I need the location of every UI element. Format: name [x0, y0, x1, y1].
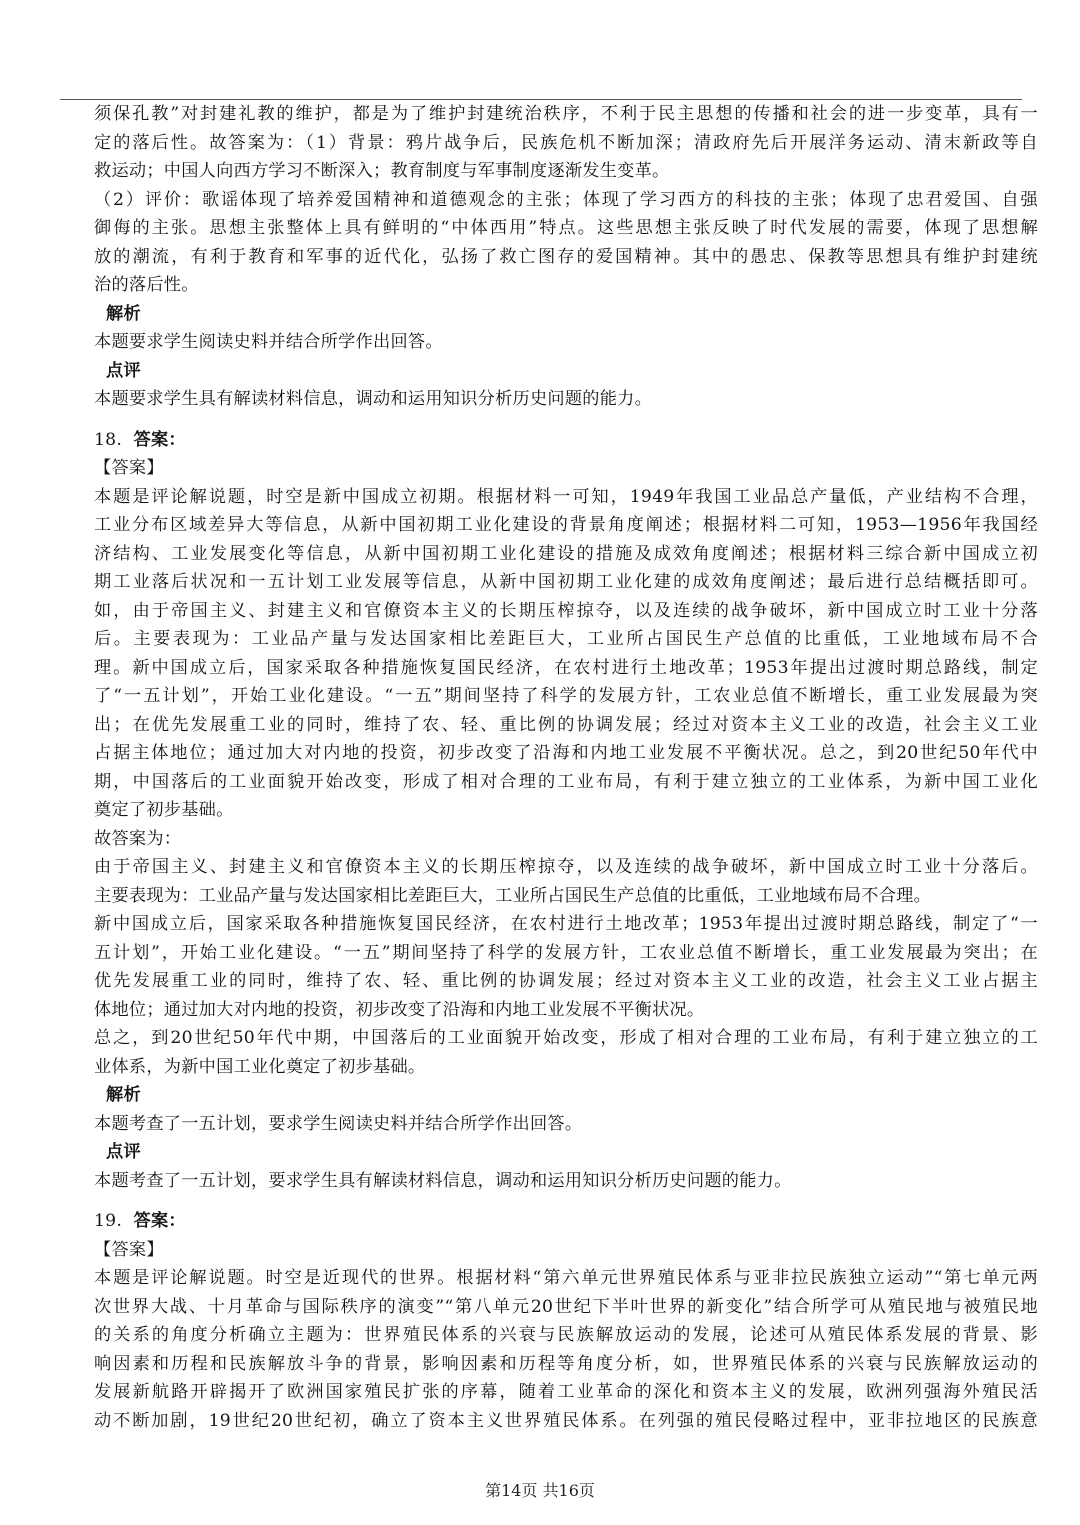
q19-line-1: 本题是评论解说题。时空是近现代的世界。根据材料“第六单元世界殖民体系与亚非拉民族独立运动”“第七单元两 — [94, 1268, 1038, 1288]
page-content — [94, 100, 1038, 1435]
q18-line-9: 出；在优先发展重工业的同时，维持了农、轻、重比例的协调发展；经过对资本主义工业的改造，社会主义工业 — [94, 714, 1038, 735]
q17-comment-label: 点评 — [106, 360, 141, 381]
q19-heading-text: 答案： — [133, 1211, 186, 1231]
q18-comment-text: 本题考查了一五计划，要求学生具有解读材料信息，调动和运用知识分析历史问题的能力。 — [94, 1170, 792, 1191]
q18-answer-tag: 【答案】 — [94, 458, 164, 478]
q18-line-5: 如，由于帝国主义、封建主义和官僚资本主义的长期压榨掠夺，以及连续的战争破坏，新中国成立时工业十分落 — [94, 600, 1038, 621]
q19-line-6: 动不断加剧，19世纪20世纪初，确立了资本主义世界殖民体系。在列强的殖民侵略过程中，亚非拉地区的民族意 — [94, 1410, 1038, 1431]
q18-analysis-text: 本题考查了一五计划，要求学生阅读史料并结合所学作出回答。 — [94, 1113, 583, 1134]
q19-heading — [94, 1207, 1038, 1236]
q18-line-12: 奠定了初步基础。 — [94, 800, 234, 820]
q18-comment-label: 点评 — [106, 1142, 141, 1162]
q19-answer-tag: 【答案】 — [94, 1239, 164, 1260]
q18-answer-line-3: 新中国成立后，国家采取各种措施恢复国民经济，在农村进行土地改革；1953年提出过渡时期总路线，制定了“一 — [94, 914, 1038, 934]
q18-line-10: 占据主体地位；通过加大对内地的投资，初步改变了沿海和内地工业发展不平衡状况。总之，到20世纪50年代中 — [94, 743, 1038, 763]
q19-line-5: 发展新航路开辟揭开了欧洲国家殖民扩张的序幕，随着工业革命的深化和资本主义的发展，欧洲列强海外殖民活 — [94, 1382, 1038, 1402]
q18-line-4: 期工业落后状况和一五计划工业发展等信息，从新中国初期工业化建的成效角度阐述；最后进行总结概括即可。 — [94, 572, 1038, 592]
q18-analysis-label: 解析 — [106, 1085, 141, 1105]
q18-answer-line-6: 体地位；通过加大对内地的投资，初步改变了沿海和内地工业发展不平衡状况。 — [94, 999, 705, 1020]
q17-line-5: 御侮的主张。思想主张整体上具有鲜明的“中体西用”特点。这些思想主张反映了时代发展的需要，体现了思想解 — [94, 218, 1038, 238]
q18-line-11: 期，中国落后的工业面貌开始改变，形成了相对合理的工业布局，有利于建立独立的工业体系，为新中国工业化 — [94, 771, 1038, 792]
q18-answer-line-5: 优先发展重工业的同时，维持了农、轻、重比例的协调发展；经过对资本主义工业的改造，社会主义工业占据主 — [94, 971, 1038, 991]
q17-analysis-text: 本题要求学生阅读史料并结合所学作出回答。 — [94, 332, 443, 352]
q18-number: 18. — [94, 429, 123, 450]
q18-line-3: 济结构、工业发展变化等信息，从新中国初期工业化建设的措施及成效角度阐述；根据材料三综合新中国成立初 — [94, 543, 1038, 564]
q18-line-2: 工业分布区域差异大等信息，从新中国初期工业化建设的背景角度阐述；根据材料二可知，1953—1956年我国经 — [94, 515, 1038, 535]
q18-answer-line-7: 总之，到20世纪50年代中期，中国落后的工业面貌开始改变，形成了相对合理的工业布局，有利于建立独立的工 — [94, 1028, 1038, 1048]
q19-number: 19. — [94, 1211, 123, 1231]
q17-line-1: 须保孔教”对封建礼教的维护，都是为了维护封建统治秩序，不利于民主思想的传播和社会的进一步变革，具有一 — [94, 104, 1038, 124]
q17-line-2: 定的落后性。故答案为：（1）背景：鸦片战争后，民族危机不断加深；清政府先后开展洋务运动、清末新政等自 — [94, 132, 1038, 153]
q17-line-4: （2）评价：歌谣体现了培养爱国精神和道德观念的主张；体现了学习西方的科技的主张；体现了忠君爱国、自强 — [94, 189, 1038, 210]
q18-heading-text: 答案： — [133, 429, 186, 450]
q18-line-6: 后。主要表现为：工业品产量与发达国家相比差距巨大，工业所占国民生产总值的比重低，工业地域布局不合 — [94, 629, 1038, 649]
q17-analysis-label: 解析 — [106, 303, 141, 324]
q18-so-answer: 故答案为： — [94, 828, 182, 849]
q18-answer-line-4: 五计划”，开始工业化建设。“一五”期间坚持了科学的发展方针，工农业总值不断增长，重工业发展最为突出；在 — [94, 942, 1038, 963]
q19-line-4: 响因素和历程和民族解放斗争的背景，影响因素和历程等角度分析，如，世界殖民体系的兴衰与民族解放运动的 — [94, 1353, 1038, 1374]
page-footer: 第14页 共16页 — [485, 1481, 595, 1500]
q17-line-6: 放的潮流，有利于教育和军事的近代化，弘扬了救亡图存的爱国精神。其中的愚忠、保教等思想具有维护封建统 — [94, 246, 1038, 267]
q18-line-7: 理。新中国成立后，国家采取各种措施恢复国民经济，在农村进行土地改革；1953年提出过渡时期总路线，制定 — [94, 657, 1038, 678]
q17-comment-text: 本题要求学生具有解读材料信息，调动和运用知识分析历史问题的能力。 — [94, 389, 653, 409]
q18-line-1: 本题是评论解说题，时空是新中国成立初期。根据材料一可知，1949年我国工业品总产量低，产业结构不合理， — [94, 486, 1038, 507]
q18-answer-line-2: 主要表现为：工业品产量与发达国家相比差距巨大，工业所占国民生产总值的比重低，工业地域布局不合理。 — [94, 885, 932, 906]
q17-line-3: 救运动；中国人向西方学习不断深入；教育制度与军事制度逐渐发生变革。 — [94, 161, 670, 181]
q18-line-8: 了“一五计划”，开始工业化建设。“一五”期间坚持了科学的发展方针，工农业总值不断增长，重工业发展最为突 — [94, 686, 1038, 706]
q17-line-7: 治的落后性。 — [94, 275, 199, 295]
q18-answer-line-8: 业体系，为新中国工业化奠定了初步基础。 — [94, 1056, 426, 1077]
q18-heading — [94, 426, 1038, 455]
q18-answer-line-1: 由于帝国主义、封建主义和官僚资本主义的长期压榨掠夺，以及连续的战争破坏，新中国成立时工业十分落后。 — [94, 857, 1038, 877]
q19-line-2: 次世界大战、十月革命与国际秩序的演变”“第八单元20世纪下半叶世界的新变化”结合所学可从殖民地与被殖民地 — [94, 1296, 1038, 1317]
q19-line-3: 的关系的角度分析确立主题为：世界殖民体系的兴衰与民族解放运动的发展，论述可从殖民体系发展的背景、影 — [94, 1325, 1038, 1345]
